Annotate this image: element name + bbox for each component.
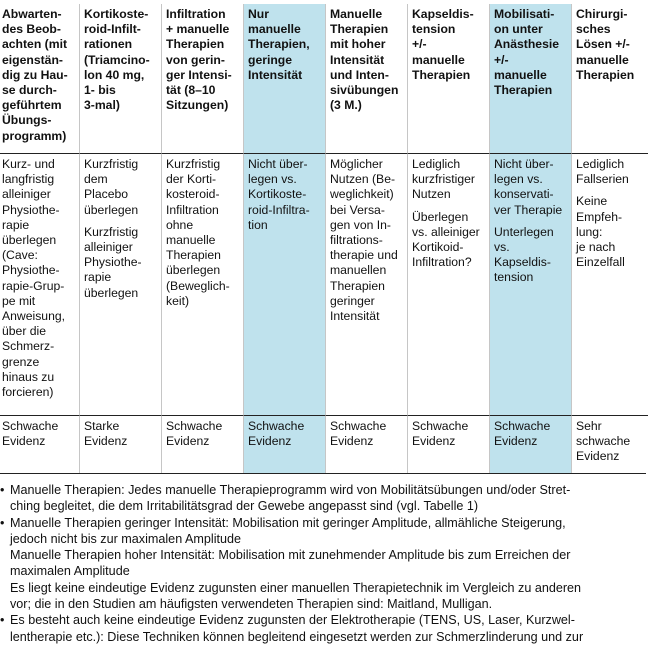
evidence-cell [408, 416, 490, 473]
column-header [490, 4, 572, 154]
finding-cell [0, 154, 80, 416]
cell-text-line: über die [2, 324, 47, 339]
evidence-cell [80, 416, 162, 473]
cell-text-line: alleiniger [2, 187, 51, 202]
cell-text-line: je nach [576, 240, 616, 255]
finding-cell [490, 154, 572, 416]
cell-text-line: Kurzfristig [84, 224, 139, 239]
cell-text-line: Unterlegen [494, 224, 554, 239]
cell-text-line: rapie [2, 217, 30, 232]
cell-text-line: Intensität [330, 52, 385, 67]
cell-text-line: Nicht über- [494, 157, 554, 171]
cell-text-line: Keine [576, 194, 608, 209]
cell-text-line: Infiltration [166, 202, 219, 217]
cell-text-line: Schwache [166, 419, 223, 433]
cell-text-line: Nur [248, 7, 269, 21]
cell-text-line: manuelle [412, 52, 465, 67]
footnote-text [10, 515, 646, 613]
cell-text-line: se durch- [2, 83, 57, 98]
cell-text-line: Kurzfristig [84, 157, 139, 171]
cell-text-line: schwache [576, 434, 631, 449]
footnote-line: vor; die in den Studien am häufigsten verwendeten Therapien sind: Maitland, Mulligan. [10, 597, 493, 612]
cell-text-line: langfristig [2, 172, 55, 187]
cell-text-line: Nutzen [412, 187, 451, 202]
finding-cell [80, 154, 162, 416]
cell-text-line: geführtem [2, 98, 62, 113]
cell-text-line: manuelle [494, 67, 547, 82]
cell-text-line: +/- [412, 37, 427, 52]
cell-text-line: Möglicher [330, 157, 383, 171]
footnote-item [0, 612, 646, 645]
cell-text-line: legen vs. [494, 172, 543, 187]
footnote-item [0, 482, 646, 515]
cell-text-line: tension [412, 22, 456, 37]
cell-text-line: Übungs- [2, 113, 52, 128]
cell-text-line: der Korti- [166, 172, 217, 187]
cell-text-line: geringer [330, 293, 375, 308]
cell-text-line: ger Intensi- [166, 67, 232, 82]
cell-text-line: manuelle [576, 52, 629, 67]
column-header [408, 4, 490, 154]
cell-text-line: Physiothe- [2, 202, 60, 217]
cell-text-line: roid-Infiltra- [248, 202, 310, 217]
cell-text-line: Lösen +/- [576, 37, 630, 52]
cell-text-line: alleiniger [84, 240, 133, 255]
footnote-line: Manuelle Therapien geringer Intensität: Mobilisation mit geringer Amplitude, allmähliche Steigerung, [10, 515, 566, 530]
cell-text-line: (Beweglich- [166, 278, 230, 293]
cell-text-line: Mobilisati- [494, 7, 555, 21]
cell-text-line: Anweisung, [2, 309, 66, 324]
cell-text-line: Fallserien [576, 172, 629, 187]
evidence-cell [572, 416, 648, 473]
cell-text-line: Sitzungen) [166, 98, 229, 113]
cell-text-line: Kurz- und [2, 157, 55, 171]
cell-text-line: ohne [166, 217, 194, 232]
column-header [572, 4, 648, 154]
footnote-line: lentherapie etc.): Diese Techniken können begleitend eingesetzt werden zur Schmerzlinderung und zur [10, 629, 584, 644]
cell-text-line: Nicht über- [248, 157, 308, 171]
finding-cell [244, 154, 326, 416]
cell-text-line: programm) [2, 128, 67, 143]
cell-text-line: Evidenz [84, 434, 128, 449]
evidence-cell [244, 416, 326, 473]
cell-text-line: Evidenz [494, 434, 538, 449]
cell-text-line: dig zu Hau- [2, 67, 68, 82]
cell-text-line: grenze [2, 354, 40, 369]
cell-text-line: von gerin- [166, 52, 225, 67]
cell-text-line: gen von In- [330, 217, 391, 232]
footnotes [0, 482, 646, 645]
cell-text-line: Kortikoste- [248, 187, 307, 202]
cell-text-line: weglichkeit) [330, 187, 394, 202]
cell-text-line: Schwache [248, 419, 305, 433]
cell-text-line: roid-Infilt- [84, 22, 141, 37]
cell-text-line: und Inten- [330, 67, 389, 82]
evidence-cell [326, 416, 408, 473]
finding-cell [408, 154, 490, 416]
cell-text-line: Schwache [494, 419, 551, 433]
cell-text-line: rapie-Grup- [2, 278, 65, 293]
cell-text-line: tension [494, 270, 534, 285]
cell-text-line: Therapien [412, 67, 471, 82]
cell-text-line: 3-mal) [84, 98, 120, 113]
cell-text-line: filtrations- [330, 233, 383, 248]
cell-text-line: forcieren) [2, 385, 54, 400]
cell-text-line: (3 M.) [330, 98, 362, 113]
footnote-line: maximalen Amplitude [10, 564, 130, 579]
cell-text-line: on unter [494, 22, 543, 37]
bullet-icon: • [0, 483, 5, 497]
cell-text-line: mit hoher [330, 37, 386, 52]
cell-text-line: Evidenz [248, 434, 292, 449]
cell-text-line: hinaus zu [2, 369, 55, 384]
footnote-text [10, 482, 646, 515]
cell-text-line: Einzelfall [576, 255, 625, 270]
footnote-item [0, 515, 646, 613]
cell-text-line: des Beob- [2, 22, 61, 37]
evidence-cell [0, 416, 80, 473]
cell-text-line: konservati- [494, 187, 554, 202]
cell-text-line: überlegen [2, 233, 57, 248]
cell-text-line: Kapseldis- [494, 255, 551, 270]
cell-text-line: dem [84, 172, 108, 187]
cell-text-line: Sehr [576, 419, 602, 433]
evidence-cell [490, 416, 572, 473]
cell-text-line: Evidenz [576, 449, 620, 464]
cell-text-line: Physiothe- [84, 255, 142, 270]
cell-text-line: Schwache [2, 419, 59, 433]
cell-text-line: ver Therapie [494, 202, 563, 217]
cell-text-line: Kortikoste- [84, 7, 149, 21]
finding-cell [162, 154, 244, 416]
cell-text-line: Evidenz [2, 434, 46, 449]
cell-text-line: sivübungen [330, 83, 399, 98]
cell-text-line: geringe [248, 52, 293, 67]
cell-text-line: Evidenz [330, 434, 374, 449]
cell-text-line: Therapien [576, 67, 635, 82]
cell-text-line: manuelle [248, 22, 301, 37]
bullet-icon: • [0, 515, 5, 530]
cell-text-line: Therapien [494, 83, 553, 98]
cell-text-line: lung: [576, 224, 603, 239]
cell-text-line: Physiothe- [2, 263, 60, 278]
cell-text-line: Überlegen [412, 209, 469, 224]
cell-text-line: Anästhesie [494, 37, 560, 52]
cell-text-line: achten (mit [2, 37, 68, 52]
footnote-line: Es liegt keine eindeutige Evidenz zugunsten einer manuellen Therapietechnik im Vergleich zu anderen [10, 580, 582, 595]
cell-text-line: Therapien [166, 248, 221, 263]
cell-text-line: vs. [494, 240, 510, 255]
cell-text-line: Nutzen (Be- [330, 172, 396, 187]
cell-text-line: Evidenz [166, 434, 210, 449]
cell-text-line: Empfeh- [576, 209, 623, 224]
cell-text-line: manuelle [166, 233, 216, 248]
cell-text-line: tät (8–10 [166, 83, 216, 98]
cell-text-line: + manuelle [166, 22, 230, 37]
cell-text-line: kosteroid- [166, 187, 220, 202]
cell-text-line: Infiltration? [412, 255, 472, 270]
cell-text-line: Therapien [330, 22, 389, 37]
cell-text-line: Therapien, [248, 37, 310, 52]
cell-text-line: Evidenz [412, 434, 456, 449]
footnote-line: Manuelle Therapien: Jedes manuelle Therapieprogramm wird von Mobilitätsübungen und/oder Stret- [10, 483, 571, 497]
column-header [244, 4, 326, 154]
cell-text-line: Schwache [412, 419, 469, 433]
cell-text-line: sches [576, 22, 611, 37]
cell-text-line: überlegen [84, 202, 139, 217]
cell-text-line: manuellen [330, 263, 387, 278]
cell-text-line: Kortikoid- [412, 240, 464, 255]
column-header [0, 4, 80, 154]
cell-text-line: (Cave: [2, 248, 38, 263]
cell-text-line: Placebo [84, 187, 129, 202]
cell-text-line: lon 40 mg, [84, 67, 145, 82]
cell-text-line: vs. alleiniger [412, 224, 480, 239]
cell-text-line: legen vs. [248, 172, 297, 187]
cell-text-line: Kurzfristig [166, 157, 221, 171]
cell-text-line: Lediglich [412, 157, 461, 171]
cell-text-line: rationen [84, 37, 133, 52]
cell-text-line: überlegen [166, 263, 221, 278]
cell-text-line: Manuelle [330, 7, 383, 21]
cell-text-line: kurzfristiger [412, 172, 475, 187]
cell-text-line: Intensität [248, 67, 303, 82]
cell-text-line: rapie [84, 270, 112, 285]
column-header [326, 4, 408, 154]
cell-text-line: (Triamcino- [84, 52, 150, 67]
cell-text-line: Therapien [330, 278, 385, 293]
footnote-line: Manuelle Therapien hoher Intensität: Mobilisation mit zunehmender Amplitude bis zum Erreichen der [10, 548, 571, 563]
cell-text-line: pe mit [2, 293, 36, 308]
cell-text-line: Infiltration [166, 7, 226, 21]
cell-text-line: Kapseldis- [412, 7, 474, 21]
cell-text-line: Abwarten- [2, 7, 62, 21]
cell-text-line: Intensität [330, 309, 380, 324]
cell-text-line: Starke [84, 419, 120, 433]
cell-text-line: Chirurgi- [576, 7, 628, 21]
cell-text-line: +/- [494, 52, 509, 67]
treatment-comparison-table [0, 4, 646, 474]
cell-text-line: 1- bis [84, 83, 116, 98]
column-header [80, 4, 162, 154]
evidence-cell [162, 416, 244, 473]
cell-text-line: Schwache [330, 419, 387, 433]
cell-text-line: tion [248, 217, 268, 232]
cell-text-line: keit) [166, 293, 190, 308]
cell-text-line: Schmerz- [2, 339, 55, 354]
cell-text-line: eigenstän- [2, 52, 63, 67]
bullet-icon: • [0, 613, 5, 628]
cell-text-line: therapie und [330, 248, 398, 263]
cell-text-line: bei Versa- [330, 202, 385, 217]
footnote-line: Es besteht auch keine eindeutige Evidenz zugunsten der Elektrotherapie (TENS, US, Laser, Kurzwel- [10, 613, 575, 628]
cell-text-line: Lediglich [576, 157, 625, 171]
cell-text-line: überlegen [84, 285, 139, 300]
footnote-line: jedoch nicht bis zur maximalen Amplitude [10, 531, 241, 546]
cell-text-line: Therapien [166, 37, 225, 52]
column-header [162, 4, 244, 154]
footnote-line: ching begleitet, die dem Irritabilitätsgrad der Gewebe angepasst sind (vgl. Tabelle 1) [10, 499, 479, 514]
finding-cell [326, 154, 408, 416]
footnote-text [10, 612, 646, 645]
finding-cell [572, 154, 648, 416]
